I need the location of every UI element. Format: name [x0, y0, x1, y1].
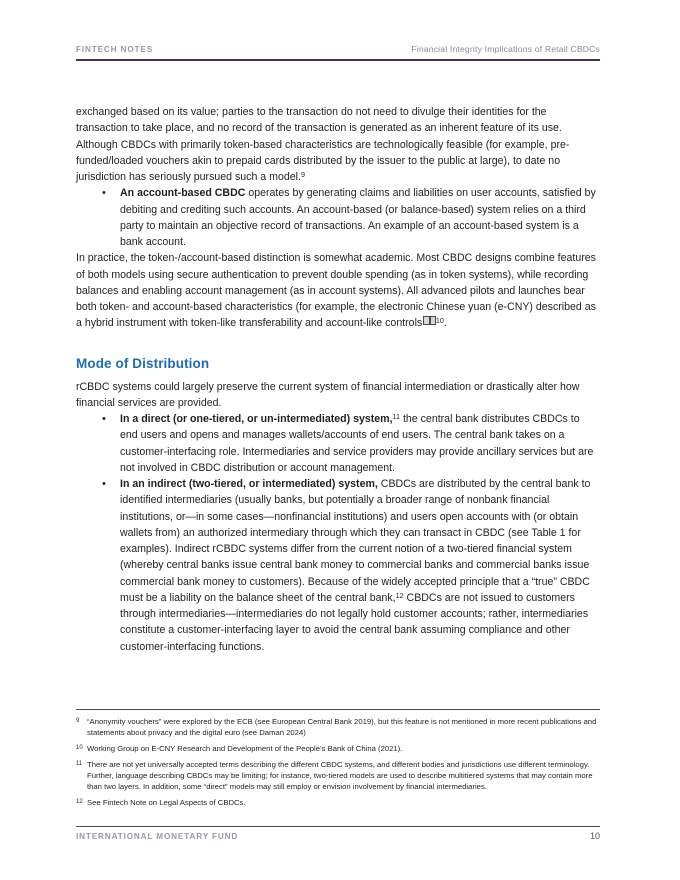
- header-document-title: Financial Integrity Implications of Retail CBDCs: [411, 44, 600, 54]
- direct-bullet-lead: In a direct (or one-tiered, or un-intermediated) system,: [120, 413, 393, 425]
- distribution-bullet-list: [76, 411, 600, 655]
- header-series-label: FINTECH NOTES: [76, 45, 154, 54]
- running-footer: [76, 831, 600, 841]
- footnote-12: [76, 797, 600, 808]
- footer-page-number: 10: [589, 831, 600, 841]
- section-heading-mode-of-distribution: Mode of Distribution: [76, 355, 210, 371]
- footnote-12-text: See Fintech Note on Legal Aspects of CBDCs.: [87, 798, 246, 807]
- footnote-ref-9[interactable]: 9: [300, 169, 305, 179]
- footnote-9-number: 9: [76, 718, 80, 724]
- footnote-area: [76, 716, 600, 813]
- header-divider-rule: [76, 59, 600, 61]
- indirect-bullet-rest-1: CBDCs are distributed by the central bank to identified intermediaries (usually banks, but potentially a broader range of nonbank financial institutions, or—in some cases—nonfinancial institutions) and users open accounts with (or obtain wallets from) an authorized intermediary through which they can transact in CBDC (see Table 1 for examples). Indirect rCBDC systems differ from the current notion of a two-tiered financial system (whereby central banks issue central bank money to commercial banks and commercial banks issue commercial bank money to customers). Because of the widely accepted principle that a “true” CBDC must be a liability on the balance sheet of the central bank,: [120, 478, 591, 604]
- footnote-10-number: 10: [76, 745, 83, 751]
- list-item-direct-system: [76, 411, 600, 476]
- indirect-bullet-lead: In an indirect (two-tiered, or intermediated) system,: [120, 478, 378, 490]
- continued-paragraph: [76, 104, 600, 185]
- footnote-11-number: 11: [76, 760, 83, 767]
- bullet-dot-icon: •: [102, 187, 106, 200]
- footnote-9-text: “Anonymity vouchers” were explored by the ECB (see European Central Bank 2019), but this feature is not mentioned in more recent publications and statements about privacy and the digital euro (see Daman 2024): [87, 717, 597, 738]
- footnote-9: [76, 716, 600, 739]
- in-practice-text-end: .: [443, 317, 447, 330]
- footer-divider-rule: [76, 826, 600, 827]
- footnote-divider-rule: [76, 709, 600, 710]
- footer-organization-label: INTERNATIONAL MONETARY FUND: [76, 832, 239, 841]
- missing-glyph-box-icon-2: [430, 316, 436, 325]
- footnote-ref-12[interactable]: 12: [395, 590, 404, 600]
- account-bullet-lead: An account-based CBDC: [120, 187, 246, 200]
- bullet-dot-icon: •: [102, 478, 106, 490]
- token-account-bullet-list: [76, 185, 600, 250]
- list-item-account-based: [76, 185, 600, 250]
- direct-bullet-rest: the central bank distributes CBDCs to end users and opens and manages wallets/accounts of end users. The central bank takes on a customer-interfacing role. Intermediaries and service providers may provide ancillary services but are not involved in CBDC distribution or account management.: [120, 413, 594, 474]
- list-item-indirect-system: [76, 476, 600, 655]
- footnote-10-text: Working Group on E-CNY Research and Development of the People’s Bank of China (2021).: [87, 744, 403, 753]
- in-practice-text: In practice, the token-/account-based distinction is somewhat academic. Most CBDC designs combine features of both models using secure authentication to prevent double spending (as in token systems), while recording balances and enabling account management (as in account systems). All advanced pilots and launches bear both token- and account-based characteristics (for example, the electronic Chinese yuan (e-CNY) described as a hybrid instrument with token-like transferability and account-like controls: [76, 252, 596, 330]
- footnote-11-text: There are not yet universally accepted terms describing the different CBDC systems, and different bodies and jurisdictions use different terminology. Further, language describing CBDCs may be limiting; for instance, two-tiered models are used to describe multitiered systems that may contain more than two layers. In addition, some “direct” models may still employ or envision involvement by financial intermediaries.: [87, 759, 593, 792]
- continued-paragraph-text: exchanged based on its value; parties to the transaction do not need to divulge their identities for the transaction to take place, and no record of the transaction is generated as an inherent feature of its use. Although CBDCs with primarily token-based characteristics are technologically feasible (for example, pre-funded/loaded vouchers akin to prepaid cards distributed by the issuer to the public at large), to date no jurisdiction has seriously pursued such a model.: [76, 106, 570, 183]
- missing-glyph-box-icon: [423, 316, 430, 325]
- running-header: [76, 44, 600, 54]
- footnote-11: [76, 759, 600, 793]
- page-body: [76, 104, 600, 655]
- footnote-ref-10[interactable]: 10: [435, 316, 444, 326]
- indirect-bullet-rest-2: CBDCs are not issued to customers through intermediaries—intermediaries do not legally hold customer accounts; rather, intermediaries constitute a customer-interfacing layer to avoid the central bank assuming compliance and other customer-interfacing functions.: [120, 591, 589, 653]
- bullet-dot-icon: •: [102, 413, 106, 425]
- account-bullet-rest: operates by generating claims and liabilities on user accounts, satisfied by debiting and crediting such accounts. An account-based (or balance-based) system relies on a third party to maintain an objective record of transactions. An example of an account-based system is a bank account.: [120, 187, 596, 248]
- footnote-10: [76, 743, 600, 754]
- footnote-12-number: 12: [76, 799, 83, 805]
- section-intro-paragraph: rCBDC systems could largely preserve the current system of financial intermediation or drastically alter how financial services are provided.: [76, 380, 580, 409]
- in-practice-paragraph: [76, 250, 600, 331]
- footnote-ref-11[interactable]: 11: [392, 411, 401, 421]
